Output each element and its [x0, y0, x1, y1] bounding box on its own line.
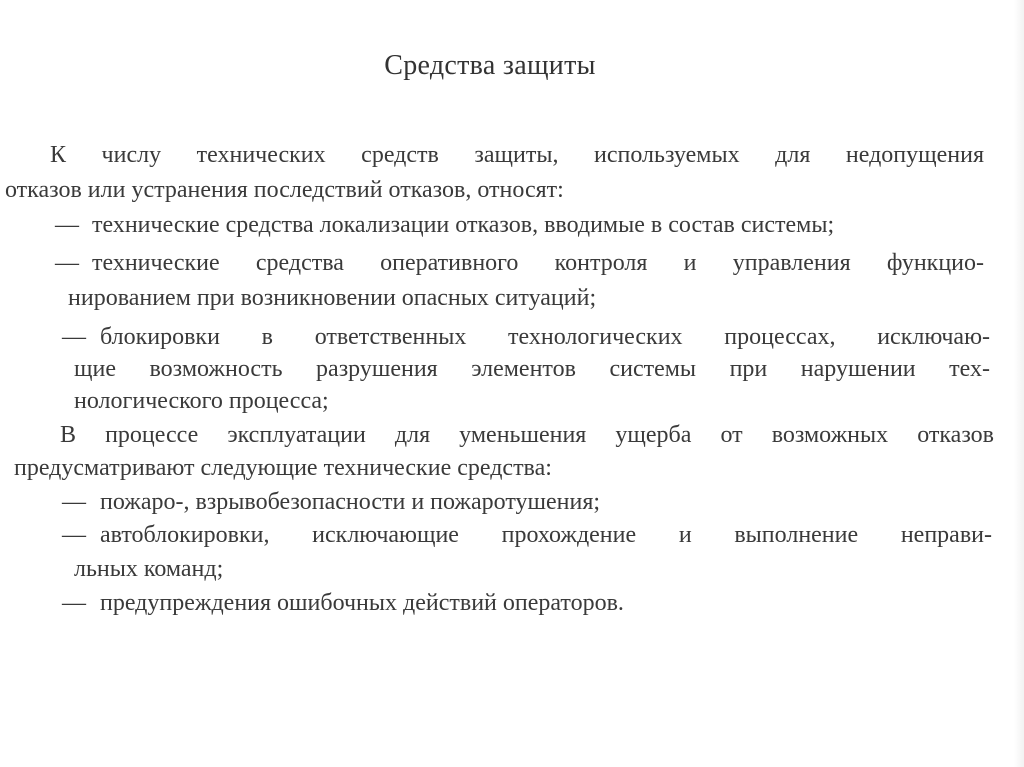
list-2-item-1-line-1: пожаро-, взрывобезопасности и пожаротушения;: [100, 489, 601, 515]
list-1-item-3-line-2: щие возможность разрушения элементов системы при нарушении тех-: [74, 356, 990, 382]
list-2-item-2-line-2: льных команд;: [74, 556, 224, 582]
list-2-item-3-dash: —: [62, 590, 86, 616]
list-1-item-2-dash: —: [55, 250, 79, 276]
list-2-item-2-line-1: автоблокировки, исключающие прохождение и выполнение неправи-: [100, 522, 992, 548]
list-2-item-1-dash: —: [62, 489, 86, 515]
list-1-item-1-line-1: технические средства локализации отказов, вводимые в состав системы;: [92, 212, 835, 238]
list-1-item-2-line-1: технические средства оперативного контроля и управления функцио-: [92, 250, 984, 276]
list-2-item-2-dash: —: [62, 522, 86, 548]
paragraph-2-line-1: В процессе эксплуатации для уменьшения ущерба от возможных отказов: [60, 422, 994, 448]
paragraph-1-line-2: отказов или устранения последствий отказов, относят:: [5, 177, 564, 203]
list-1-item-3-line-1: блокировки в ответственных технологических процессах, исключаю-: [100, 324, 990, 350]
slide-edge-shadow: [1014, 0, 1024, 767]
list-1-item-3-line-3: нологического процесса;: [74, 388, 329, 414]
paragraph-2-line-2: предусматривают следующие технические средства:: [14, 455, 552, 481]
list-1-item-2-line-2: нированием при возникновении опасных ситуаций;: [68, 285, 597, 311]
page-title: Средства защиты: [384, 50, 596, 81]
list-2-item-3-line-1: предупреждения ошибочных действий операторов.: [100, 590, 624, 616]
list-1-item-1-dash: —: [55, 212, 79, 238]
list-1-item-3-dash: —: [62, 324, 86, 350]
paragraph-1-line-1: К числу технических средств защиты, используемых для недопущения: [50, 142, 984, 168]
